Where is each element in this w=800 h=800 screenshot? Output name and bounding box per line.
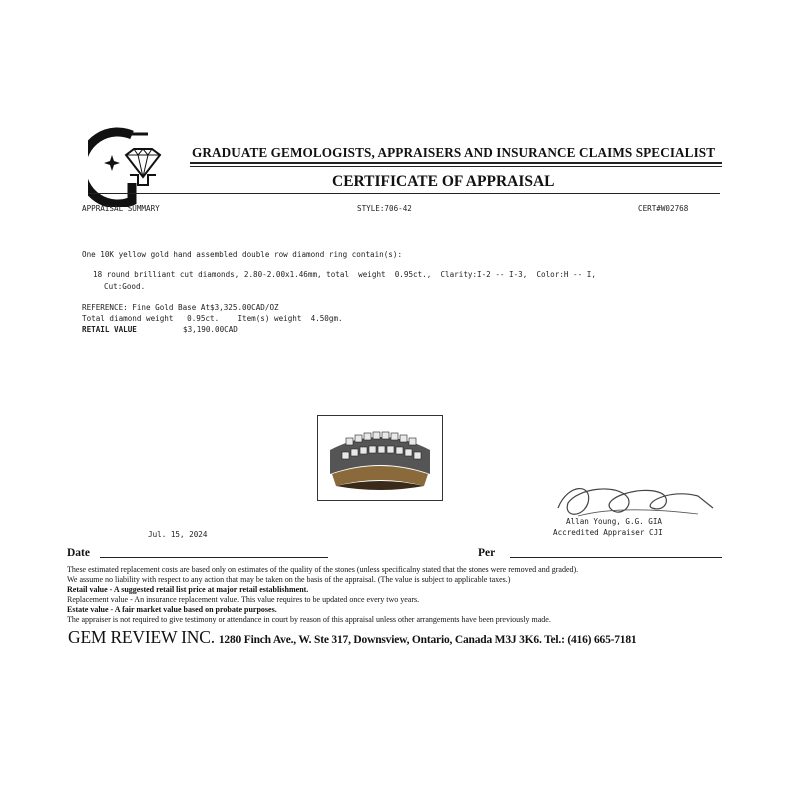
total-diamond-weight: Total diamond weight 0.95ct. Item(s) weight 4.50gm. bbox=[82, 314, 343, 323]
fine-print-2: We assume no liability with respect to any action that may be taken on the basis of the appraisal. (The value is subject to applicable taxes.) bbox=[67, 575, 511, 584]
header-rule-bottom bbox=[190, 166, 722, 167]
date-label: Date bbox=[67, 547, 90, 559]
company-name: GEM REVIEW INC. bbox=[68, 627, 215, 647]
retail-value-label: RETAIL VALUE bbox=[82, 325, 137, 334]
fine-print-1: These estimated replacement costs are based only on estimates of the quality of the stones (unless specificalny stated that the stones were removed and graded). bbox=[67, 565, 579, 574]
diamond-ring-photo bbox=[317, 415, 443, 501]
appraiser-name: Allan Young, G.G. GIA bbox=[566, 517, 663, 526]
style-number: STYLE:706-42 bbox=[357, 204, 412, 213]
retail-value: $3,190.00CAD bbox=[183, 325, 238, 334]
description-line-3: Cut:Good. bbox=[104, 282, 146, 291]
appraisal-date: Jul. 15, 2024 bbox=[148, 530, 208, 539]
fine-print-3: Retail value - A suggested retail list price at major retail establishment. bbox=[67, 585, 309, 594]
per-line bbox=[510, 557, 722, 558]
company-address: 1280 Finch Ave., W. Ste 317, Downsview, Ontario, Canada M3J 3K6. Tel.: (416) 665-7181 bbox=[218, 634, 637, 646]
appraiser-title: Accredited Appraiser CJI bbox=[553, 528, 663, 537]
certificate-title: CERTIFICATE OF APPRAISAL bbox=[332, 173, 555, 190]
description-line-1: One 10K yellow gold hand assembled double row diamond ring contain(s): bbox=[82, 250, 403, 259]
title-rule bbox=[88, 193, 720, 194]
fine-print-5: Estate value - A fair market value based on probate purposes. bbox=[67, 605, 277, 614]
certificate-number: CERT#W02768 bbox=[638, 204, 689, 213]
header-rule-top bbox=[190, 162, 722, 164]
reference-line: REFERENCE: Fine Gold Base At$3,325.00CAD/OZ bbox=[82, 303, 279, 312]
per-label: Per bbox=[478, 547, 496, 559]
fine-print-6: The appraiser is not required to give testimony or attendance in court by reason of this appraisal unless other arrangements have been previously made. bbox=[67, 615, 551, 624]
header-title: GRADUATE GEMOLOGISTS, APPRAISERS AND INSURANCE CLAIMS SPECIALIST bbox=[192, 145, 716, 160]
company-footer bbox=[68, 627, 636, 648]
fine-print-4: Replacement value - An insurance replacement value. This value requires to be updated once every two years. bbox=[67, 595, 420, 604]
gem-g-logo-icon bbox=[88, 125, 183, 207]
appraisal-summary-label: APPRAISAL SUMMARY bbox=[82, 204, 160, 213]
date-line bbox=[100, 557, 328, 558]
description-line-2: 18 round brilliant cut diamonds, 2.80-2.00x1.46mm, total weight 0.95ct., Clarity:I-2 -- I-3, Color:H -- I, bbox=[93, 270, 596, 279]
